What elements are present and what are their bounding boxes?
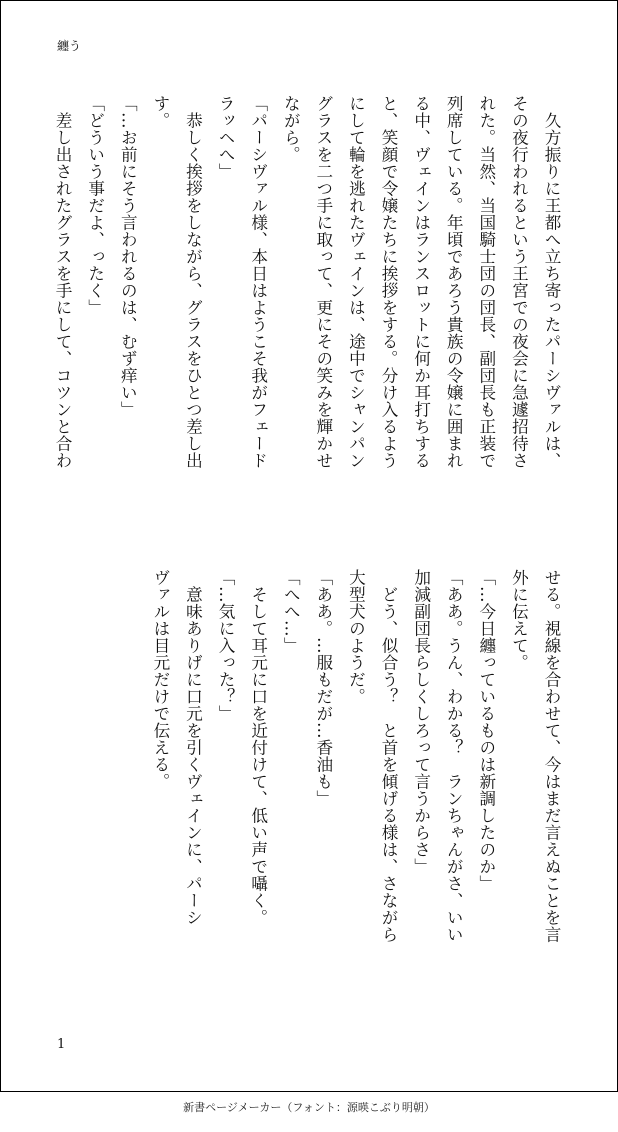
text-line: どう、似合う？ と首を傾げる様は、さながら: [379, 569, 399, 943]
text-line: 加減副団長らしくしろって言うからさ」: [411, 569, 431, 875]
text-column-top: [47, 95, 567, 515]
text-line: 「パーシヴァル様、本日はようこそ我がフェード: [248, 95, 268, 469]
text-line: 「へへ…」: [281, 569, 301, 654]
text-line: る中、ヴェインはランスロットに何か耳打ちする: [411, 95, 431, 469]
text-line: 「…今日纏っているものは新調したのか」: [476, 569, 496, 892]
text-line: 「ああ。…服もだが…香油も」: [313, 569, 333, 807]
text-line: にして輪を逃れたヴェインは、途中でシャンパン: [346, 95, 366, 469]
text-line: ラッヘへ」: [216, 95, 236, 180]
text-line: せる。視線を合わせて、今はまだ言えぬことを言: [542, 569, 561, 943]
page-title: 纏う: [57, 39, 82, 53]
text-line: ヴァルは目元だけで伝える。: [150, 569, 170, 790]
text-line: ながら。: [281, 95, 301, 163]
text-line: 差し出されたグラスを手にして、コツンと合わ: [53, 95, 73, 469]
text-line: 「どういう事だよ、ったく」: [85, 95, 105, 316]
text-line: グラスを二つ手に取って、更にその笑みを輝かせ: [313, 95, 333, 469]
text-line: そして耳元に口を近付けて、低い声で囁く。: [248, 569, 268, 926]
text-line: す。: [150, 95, 170, 129]
text-line: 列席している。年頃であろう貴族の令嬢に囲まれ: [444, 95, 464, 469]
page-number: 1: [57, 1037, 66, 1052]
footer-caption: 新書ページメーカー（フォント：源暎こぶり明朝）: [183, 1101, 435, 1114]
text-line: れた。当然、当国騎士団の団長、副団長も正装で: [476, 95, 496, 469]
text-line: その夜行われるという王宮での夜会に急遽招待さ: [509, 95, 529, 469]
text-column-bottom: [97, 569, 567, 989]
text-line: 外に伝えて。: [509, 569, 529, 671]
text-line: 「…お前にそう言われるのは、むず痒い」: [118, 95, 138, 418]
text-line: 意味ありげに口元を引くヴェインに、パーシ: [183, 569, 203, 926]
text-line: 「ああ。うん、わかる？ ランちゃんがさ、いい: [444, 569, 464, 943]
text-line: 「…気に入った？」: [216, 569, 236, 722]
text-line: 大型犬のようだ。: [346, 569, 366, 705]
text-line: と、笑顔で令嬢たちに挨拶をする。分け入るよう: [379, 95, 399, 469]
text-line: 恭しく挨拶をしながら、グラスをひとつ差し出: [183, 95, 203, 469]
text-line: 久方振りに王都へ立ち寄ったパーシヴァルは、: [542, 95, 561, 469]
